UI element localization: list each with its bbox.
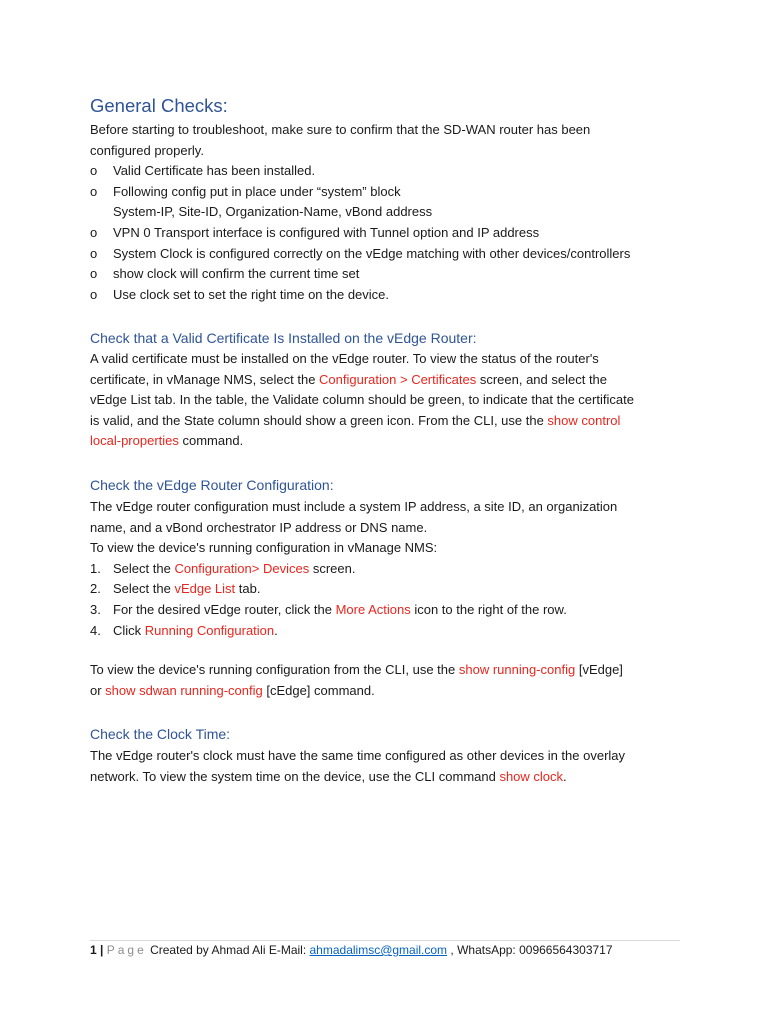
text-run: [vEdge] (575, 662, 623, 677)
text-run: is valid, and the State column should show a green icon. From the CLI, use the (90, 412, 548, 428)
bullet-text: show clock will confirm the current time set (113, 266, 360, 282)
menu-path-highlight: Configuration > Certificates (319, 371, 477, 387)
bullet-marker: o (90, 163, 98, 179)
text-run: Select the (113, 560, 175, 576)
text-run: For the desired vEdge router, click the (113, 601, 336, 617)
text-run: command. (178, 433, 244, 449)
page-number: 1 | (90, 943, 104, 957)
body-line (90, 767, 680, 788)
text-run: certificate, in vManage NMS, select the (90, 371, 320, 387)
bullet-item (90, 285, 680, 306)
step-number: 2. (90, 581, 101, 597)
body-line (90, 370, 680, 391)
bullet-text: System Clock is configured correctly on the vEdge matching with other devices/controllers (113, 245, 631, 261)
body-line (90, 431, 680, 452)
bullet-item (90, 161, 680, 182)
body-line: The vEdge router configuration must include a system IP address, a site ID, an organization (90, 499, 618, 514)
text-run: screen, and select the (476, 371, 608, 387)
bullet-text: Following config put in place under “system” block (113, 183, 401, 199)
command-highlight: local-properties (90, 433, 179, 449)
text-run: screen. (309, 560, 356, 576)
bullet-marker: o (90, 183, 98, 199)
email-link[interactable]: ahmadalimsc@gmail.com (309, 943, 448, 957)
command-highlight: show control (547, 412, 621, 428)
bullet-item (90, 182, 680, 203)
numbered-step (90, 600, 680, 621)
step-number: 3. (90, 601, 101, 617)
text-run: Select the (113, 581, 175, 597)
numbered-step (90, 559, 680, 580)
footer-divider (90, 940, 680, 941)
command-highlight: show clock (499, 768, 564, 784)
config-cli-body (90, 660, 680, 701)
bullet-item (90, 223, 680, 244)
text-run: or (90, 682, 106, 698)
body-line: name, and a vBond orchestrator IP address or DNS name. (90, 519, 428, 535)
intro-line: Before starting to troubleshoot, make sure to confirm that the SD-WAN router has been (90, 122, 591, 137)
clock-body (90, 746, 680, 787)
text-run: . (274, 622, 278, 638)
footer-credit: Created by Ahmad Ali E-Mail: (150, 943, 310, 957)
body-line (90, 660, 680, 681)
menu-path-highlight: Running Configuration (144, 622, 275, 638)
command-highlight: show running-config (458, 662, 576, 677)
clock-heading: Check the Clock Time: (90, 726, 231, 742)
step-number: 4. (90, 622, 101, 638)
config-body (90, 497, 680, 641)
general-checks-heading: General Checks: (90, 95, 228, 116)
bullet-sub-item: System-IP, Site-ID, Organization-Name, vBond address (113, 204, 433, 220)
body-line (90, 411, 680, 432)
text-run: [cEdge] command. (262, 682, 375, 698)
bullet-marker: o (90, 224, 98, 240)
body-line (90, 681, 680, 702)
menu-path-highlight: More Actions (335, 601, 411, 617)
bullet-marker: o (90, 245, 98, 261)
body-line: vEdge List tab. In the table, the Validate column should be green, to indicate that the certificate (90, 392, 634, 408)
text-run: tab. (235, 581, 261, 597)
general-checks-body (90, 120, 680, 305)
numbered-step (90, 621, 680, 642)
bullet-marker: o (90, 286, 98, 302)
body-line: The vEdge router's clock must have the same time configured as other devices in the overlay (90, 748, 626, 763)
page-footer (90, 943, 613, 957)
body-line: To view the device's running configuration in vManage NMS: (90, 540, 438, 556)
text-run: Click (113, 622, 145, 638)
footer-contact: , WhatsApp: 00966564303717 (447, 943, 613, 957)
bullet-item (90, 264, 680, 285)
bullet-text: Valid Certificate has been installed. (113, 163, 316, 179)
menu-path-highlight: vEdge List (174, 581, 236, 597)
menu-path-highlight: Configuration> Devices (174, 560, 310, 576)
config-heading: Check the vEdge Router Configuration: (90, 477, 334, 493)
certificate-heading: Check that a Valid Certificate Is Installed on the vEdge Router: (90, 330, 477, 346)
bullet-item (90, 244, 680, 265)
body-line: A valid certificate must be installed on the vEdge router. To view the status of the router's (90, 351, 599, 366)
text-run: . (563, 768, 567, 784)
intro-line: configured properly. (90, 142, 204, 158)
certificate-body (90, 349, 680, 452)
command-highlight: show sdwan running-config (105, 682, 263, 698)
bullet-text: Use clock set to set the right time on the device. (113, 286, 390, 302)
numbered-step (90, 579, 680, 600)
text-run: icon to the right of the row. (410, 601, 567, 617)
bullet-marker: o (90, 266, 98, 282)
bullet-text: VPN 0 Transport interface is configured with Tunnel option and IP address (113, 224, 540, 240)
step-number: 1. (90, 560, 101, 576)
page-label: Page (106, 943, 147, 957)
text-run: network. To view the system time on the device, use the CLI command (90, 768, 500, 784)
text-run: To view the device's running configuration from the CLI, use the (90, 662, 459, 677)
